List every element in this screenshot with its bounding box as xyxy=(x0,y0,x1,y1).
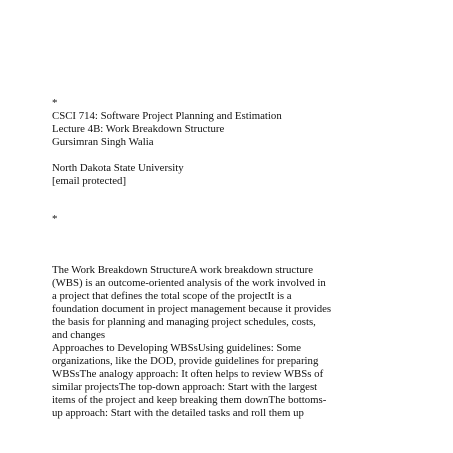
slide-marker-asterisk: * xyxy=(52,213,58,225)
author-name: Gursimran Singh Walia xyxy=(52,136,154,148)
paragraph-line: foundation document in project management because it provides xyxy=(52,303,332,315)
university-name: North Dakota State University xyxy=(52,162,184,174)
paragraph-line: the basis for planning and managing project schedules, costs, xyxy=(52,316,316,328)
paragraph-line: Approaches to Developing WBSsUsing guidelines: Some xyxy=(52,342,302,354)
slide-marker-asterisk: * xyxy=(52,97,58,109)
paragraph-line: a project that defines the total scope of the projectIt is a xyxy=(52,290,292,302)
paragraph-line: (WBS) is an outcome-oriented analysis of the work involved in xyxy=(52,277,326,289)
paragraph-line: items of the project and keep breaking them downThe bottoms- xyxy=(52,394,327,406)
paragraph-line: organizations, like the DOD, provide guidelines for preparing xyxy=(52,355,319,367)
email-address: [email protected] xyxy=(52,175,127,187)
paragraph-line: up approach: Start with the detailed tasks and roll them up xyxy=(52,407,304,419)
paragraph-line: similar projectsThe top-down approach: Start with the largest xyxy=(52,381,318,393)
lecture-title: Lecture 4B: Work Breakdown Structure xyxy=(52,123,225,135)
paragraph-line: The Work Breakdown StructureA work breakdown structure xyxy=(52,264,313,276)
paragraph-line: and changes xyxy=(52,329,106,341)
paragraph-line: WBSsThe analogy approach: It often helps to review WBSs of xyxy=(52,368,324,380)
course-title: CSCI 714: Software Project Planning and Estimation xyxy=(52,110,282,122)
